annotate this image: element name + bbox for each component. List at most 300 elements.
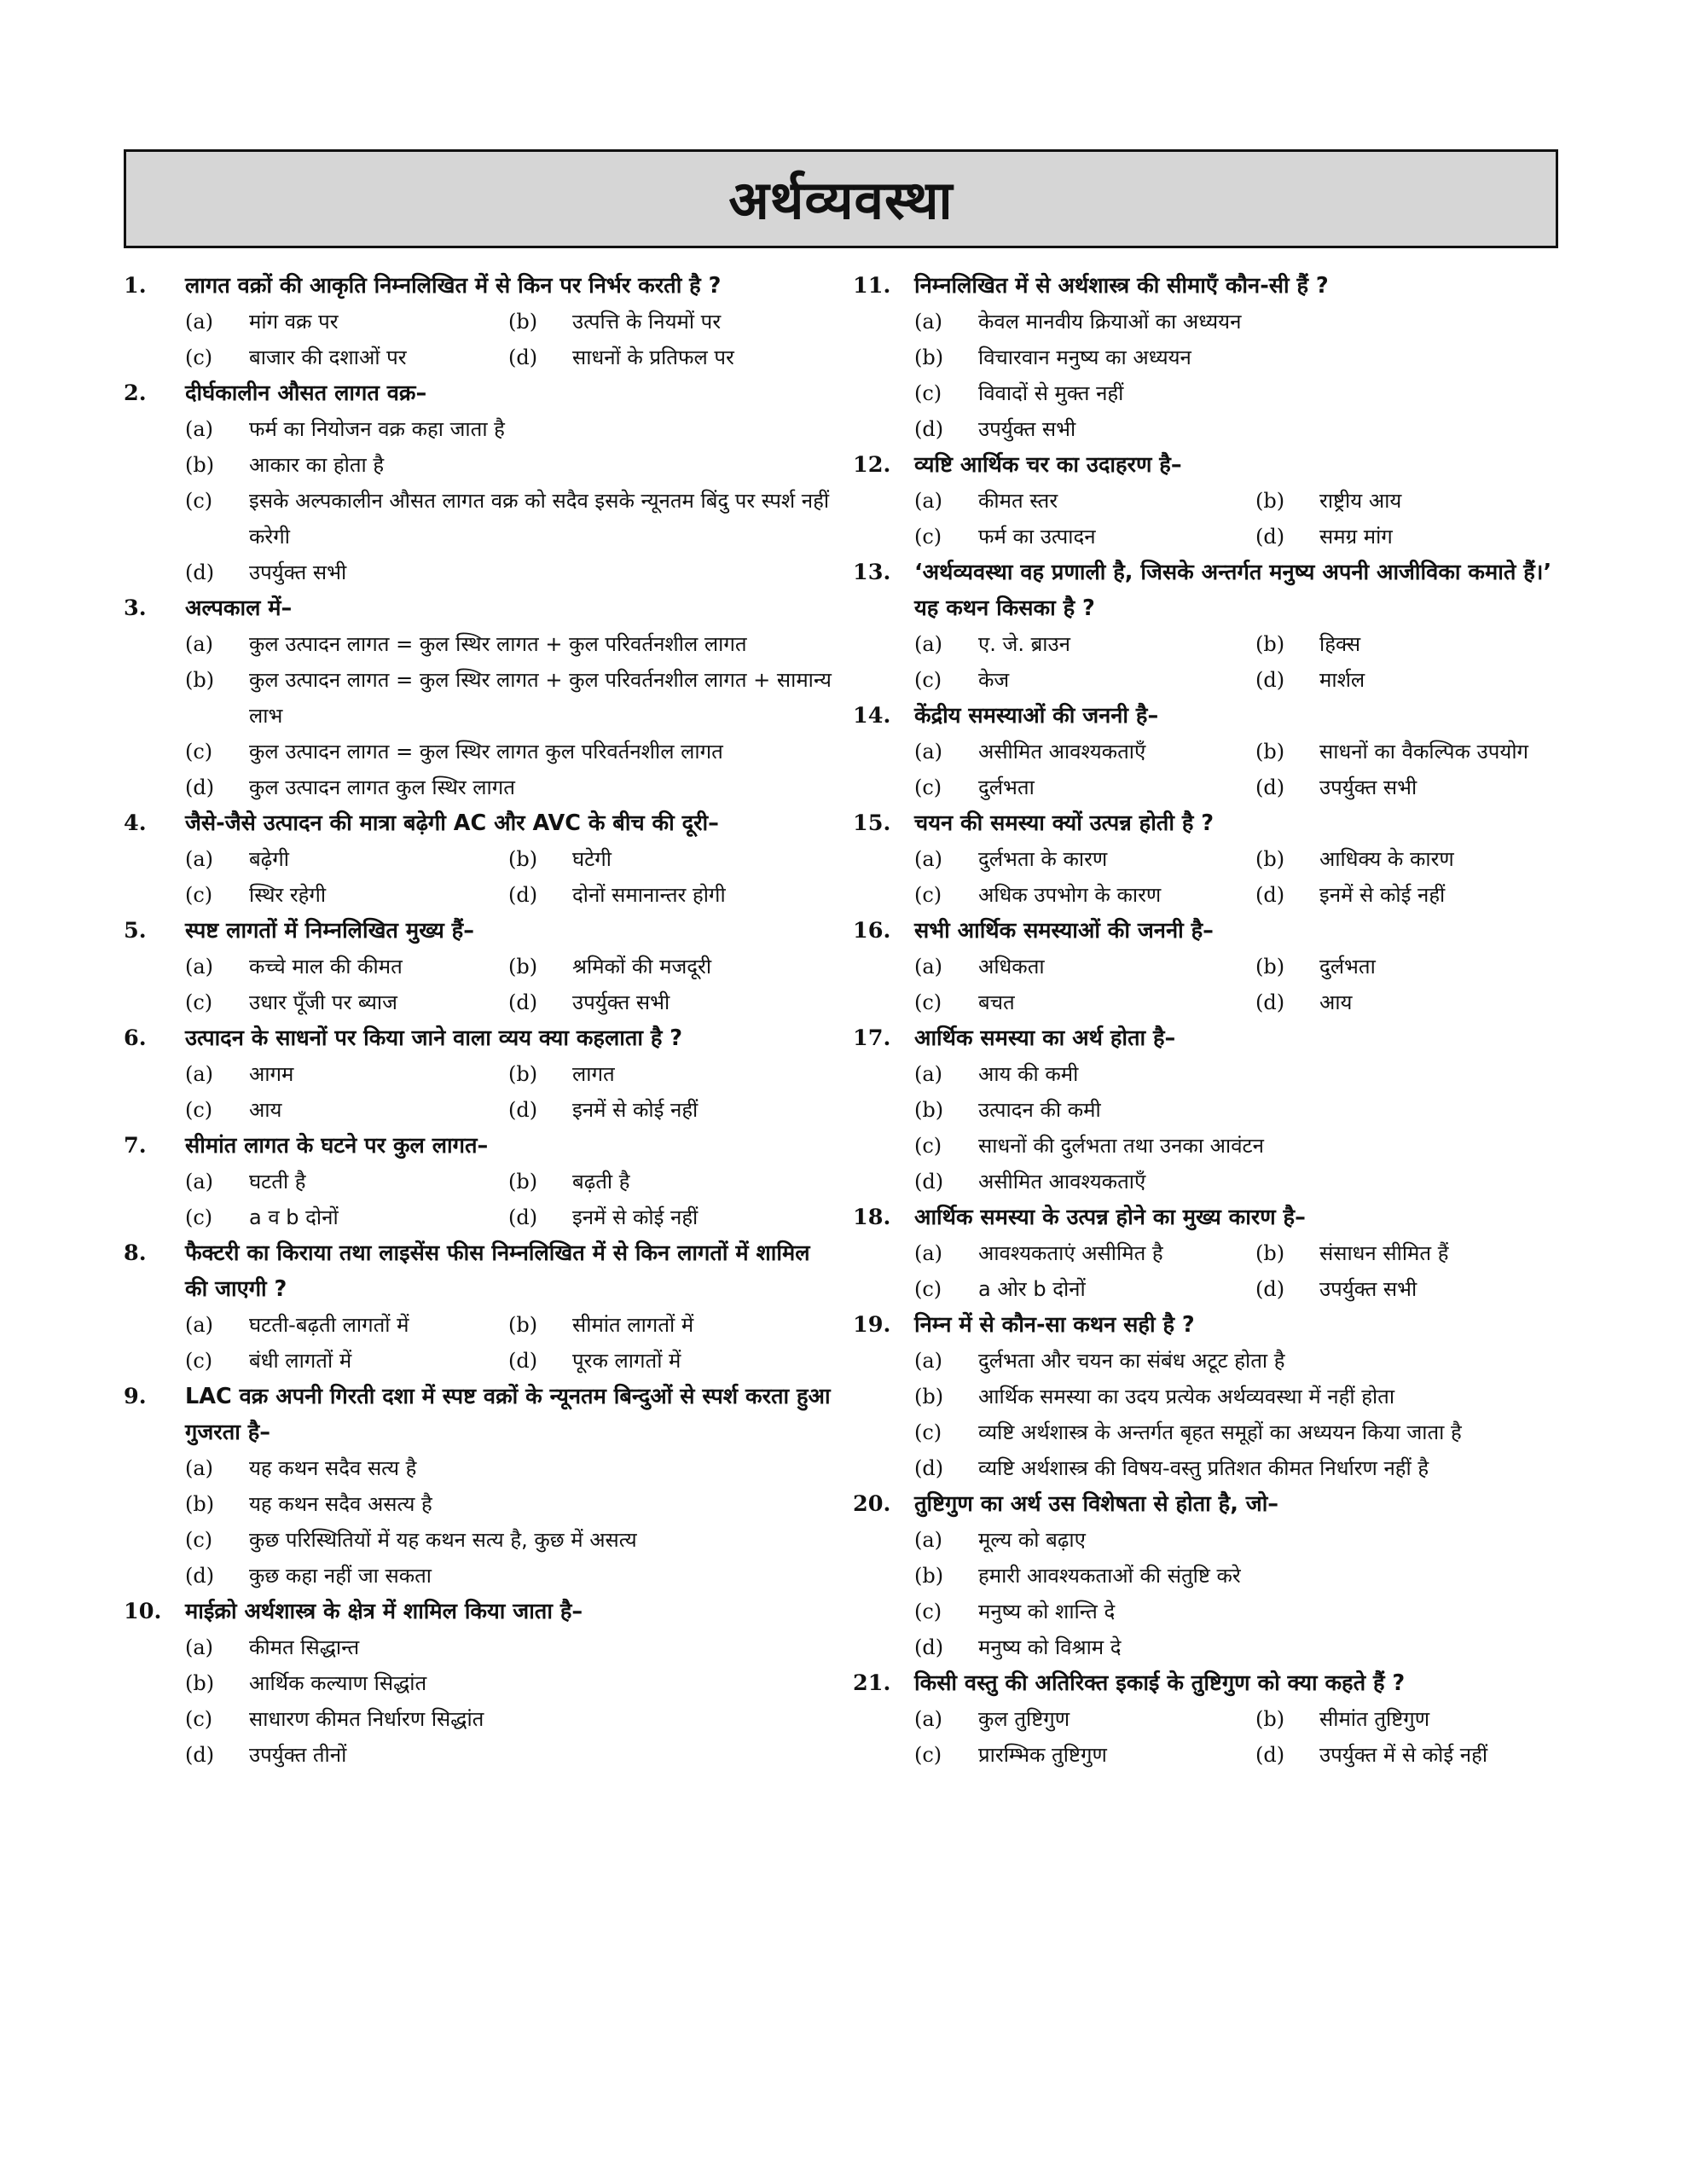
option-letter: (d)	[508, 346, 538, 369]
option-item	[185, 447, 832, 483]
option-item	[914, 483, 1255, 519]
options-list	[185, 304, 832, 375]
option-item	[1255, 770, 1561, 805]
option-text: साधनों का वैकल्पिक उपयोग	[1319, 740, 1529, 764]
option-text: घटती है	[249, 1170, 306, 1194]
option-item	[185, 626, 832, 662]
options-list	[914, 949, 1561, 1020]
option-text: श्रमिकों की मजदूरी	[572, 955, 712, 979]
option-text: कुल उत्पादन लागत = कुल स्थिर लागत कुल परिवर्तनशील लागत	[249, 740, 723, 764]
option-item	[914, 1056, 1561, 1092]
option-item	[914, 626, 1255, 662]
question-text: जैसे-जैसे उत्पादन की मात्रा बढ़ेगी AC और AVC के बीच की दूरी–	[185, 810, 719, 836]
option-item	[914, 519, 1255, 555]
option-letter: (a)	[914, 1528, 943, 1552]
option-letter: (b)	[1255, 632, 1285, 656]
option-letter: (c)	[185, 883, 213, 907]
option-item	[508, 1092, 832, 1128]
question-header	[124, 375, 832, 411]
option-item	[185, 1701, 832, 1737]
question-header	[124, 590, 832, 626]
option-item	[508, 1343, 832, 1379]
question-text: सीमांत लागत के घटने पर कुल लागत–	[185, 1133, 489, 1159]
question-text: सभी आर्थिक समस्याओं की जननी है–	[914, 918, 1214, 944]
option-item	[1255, 841, 1561, 877]
option-letter: (c)	[914, 668, 942, 692]
question-header	[124, 1594, 832, 1629]
option-item	[185, 1199, 508, 1235]
question-number: 9.	[124, 1384, 147, 1409]
question-header	[853, 447, 1561, 483]
option-item	[508, 841, 832, 877]
option-text: कीमत सिद्धान्त	[249, 1635, 360, 1659]
option-item	[914, 1594, 1561, 1629]
option-item	[185, 1629, 832, 1665]
question-header	[853, 913, 1561, 949]
options-list	[185, 1164, 832, 1235]
option-item	[185, 662, 832, 734]
option-item	[914, 662, 1255, 698]
option-text: दुर्लभता और चयन का संबंध अटूट होता है	[978, 1349, 1285, 1373]
option-letter: (c)	[914, 1600, 942, 1623]
options-list	[914, 734, 1561, 805]
option-item	[185, 411, 832, 447]
option-text: अधिक उपभोग के कारण	[978, 883, 1162, 907]
page-title-box	[124, 149, 1558, 248]
option-item	[185, 1558, 832, 1594]
option-item	[914, 949, 1255, 985]
question-text: निम्नलिखित में से अर्थशास्त्र की सीमाएँ कौन-सी हैं ?	[914, 273, 1329, 299]
option-letter: (a)	[914, 847, 943, 871]
option-letter: (c)	[914, 1134, 942, 1158]
question-text: आर्थिक समस्या का अर्थ होता है–	[914, 1025, 1176, 1051]
option-text: उपर्युक्त सभी	[1319, 1277, 1417, 1301]
question-header	[853, 555, 1561, 626]
question-header	[124, 1235, 832, 1307]
option-text: स्थिर रहेगी	[249, 883, 327, 907]
option-text: केवल मानवीय क्रियाओं का अध्ययन	[978, 310, 1242, 334]
option-letter: (d)	[508, 1205, 538, 1229]
option-item	[914, 770, 1255, 805]
option-item	[1255, 662, 1561, 698]
option-letter: (b)	[508, 955, 538, 979]
option-letter: (a)	[914, 489, 943, 513]
question-item	[853, 1199, 1561, 1307]
option-text: बढ़ेगी	[249, 847, 289, 871]
option-item	[914, 1379, 1561, 1414]
option-text: घटेगी	[572, 847, 612, 871]
question-item	[124, 913, 832, 1020]
option-text: अधिकता	[978, 955, 1045, 979]
option-text: a ओर b दोनों	[978, 1277, 1086, 1301]
option-text: कुल उत्पादन लागत कुल स्थिर लागत	[249, 775, 515, 799]
question-text: लागत वक्रों की आकृति निम्नलिखित में से किन पर निर्भर करती है ?	[185, 273, 722, 299]
question-item	[853, 447, 1561, 555]
option-letter: (d)	[185, 775, 215, 799]
question-text: LAC वक्र अपनी गिरती दशा में स्पष्ट वक्रों के न्यूनतम बिन्दुओं से स्पर्श करता हुआ गुजरता है–	[185, 1384, 831, 1445]
options-list	[914, 1522, 1561, 1665]
option-text: मार्शल	[1319, 668, 1365, 692]
question-item	[124, 1379, 832, 1594]
option-letter: (d)	[508, 883, 538, 907]
question-text: दीर्घकालीन औसत लागत वक्र–	[185, 380, 427, 406]
option-letter: (a)	[185, 1313, 214, 1337]
question-number: 2.	[124, 380, 147, 406]
option-item	[914, 340, 1561, 375]
question-number: 11.	[853, 273, 891, 299]
question-number: 18.	[853, 1205, 891, 1230]
option-item	[914, 1092, 1561, 1128]
option-text: कुछ कहा नहीं जा सकता	[249, 1564, 432, 1588]
question-text: व्यष्टि आर्थिक चर का उदाहरण है–	[914, 452, 1182, 478]
option-letter: (c)	[914, 990, 942, 1014]
option-letter: (b)	[508, 1313, 538, 1337]
option-text: यह कथन सदैव असत्य है	[249, 1492, 432, 1516]
option-text: इनमें से कोई नहीं	[1319, 883, 1446, 907]
question-number: 14.	[853, 703, 891, 729]
option-letter: (d)	[1255, 1743, 1285, 1767]
option-letter: (b)	[508, 1170, 538, 1194]
option-letter: (b)	[1255, 489, 1285, 513]
option-letter: (a)	[185, 1170, 214, 1194]
option-letter: (b)	[1255, 1241, 1285, 1265]
question-item	[853, 913, 1561, 1020]
option-text: असीमित आवश्यकताएँ	[978, 1170, 1146, 1194]
option-item	[185, 1522, 832, 1558]
option-item	[185, 1665, 832, 1701]
question-number: 3.	[124, 595, 147, 621]
option-item	[508, 1307, 832, 1343]
option-text: आय	[249, 1098, 282, 1122]
question-item	[853, 698, 1561, 805]
option-text: मूल्य को बढ़ाए	[978, 1528, 1086, 1552]
option-letter: (b)	[508, 310, 538, 334]
question-item	[853, 1486, 1561, 1665]
option-letter: (d)	[185, 1564, 215, 1588]
question-header	[124, 805, 832, 841]
question-text: चयन की समस्या क्यों उत्पन्न होती है ?	[914, 810, 1215, 836]
options-list	[185, 841, 832, 913]
option-letter: (b)	[185, 1671, 215, 1695]
option-letter: (c)	[914, 775, 942, 799]
option-letter: (c)	[914, 883, 942, 907]
option-text: दुर्लभता	[1319, 955, 1376, 979]
question-header	[853, 1665, 1561, 1701]
option-text: व्यष्टि अर्थशास्त्र के अन्तर्गत बृहत समूहों का अध्ययन किया जाता है	[978, 1420, 1462, 1444]
page-title: अर्थव्यवस्था	[728, 169, 954, 231]
option-item	[914, 1629, 1561, 1665]
option-letter: (b)	[185, 668, 215, 692]
option-item	[1255, 1701, 1561, 1737]
option-text: उत्पत्ति के नियमों पर	[572, 310, 722, 334]
option-text: समग्र मांग	[1319, 525, 1393, 549]
option-text: विचारवान मनुष्य का अध्ययन	[978, 346, 1191, 369]
options-list	[914, 483, 1561, 555]
option-item	[185, 555, 832, 590]
option-text: कुल तुष्टिगुण	[978, 1707, 1070, 1731]
option-letter: (c)	[914, 381, 942, 405]
option-letter: (c)	[185, 346, 213, 369]
option-letter: (d)	[914, 1170, 944, 1194]
option-item	[914, 1128, 1561, 1164]
option-item	[1255, 1235, 1561, 1271]
option-text: कुछ परिस्थितियों में यह कथन सत्य है, कुछ में असत्य	[249, 1528, 637, 1552]
option-item	[914, 841, 1255, 877]
question-item	[853, 268, 1561, 447]
option-text: कच्चे माल की कीमत	[249, 955, 403, 979]
option-letter: (c)	[185, 1707, 213, 1731]
option-item	[185, 1307, 508, 1343]
question-header	[853, 1020, 1561, 1056]
option-item	[185, 1343, 508, 1379]
option-text: कुल उत्पादन लागत = कुल स्थिर लागत + कुल परिवर्तनशील लागत	[249, 632, 747, 656]
option-item	[185, 483, 832, 555]
question-header	[853, 805, 1561, 841]
option-letter: (d)	[185, 1743, 215, 1767]
option-text: a व b दोनों	[249, 1205, 339, 1229]
question-item	[853, 1665, 1561, 1773]
option-letter: (d)	[508, 1098, 538, 1122]
option-letter: (a)	[914, 740, 943, 764]
question-number: 21.	[853, 1670, 891, 1696]
option-text: उपर्युक्त तीनों	[249, 1743, 347, 1767]
question-header	[124, 268, 832, 304]
option-text: उत्पादन की कमी	[978, 1098, 1101, 1122]
option-letter: (a)	[185, 417, 214, 441]
question-item	[853, 1307, 1561, 1486]
option-text: केज	[978, 668, 1010, 692]
option-item	[914, 877, 1255, 913]
option-text: बढ़ती है	[572, 1170, 630, 1194]
question-header	[124, 1128, 832, 1164]
option-item	[1255, 949, 1561, 985]
option-letter: (d)	[508, 990, 538, 1014]
option-text: बंधी लागतों में	[249, 1349, 352, 1373]
option-item	[914, 375, 1561, 411]
option-item	[1255, 1737, 1561, 1773]
option-text: उधार पूँजी पर ब्याज	[249, 990, 397, 1014]
option-text: हिक्स	[1319, 632, 1361, 656]
option-letter: (d)	[1255, 883, 1285, 907]
option-text: पूरक लागतों में	[572, 1349, 681, 1373]
option-item	[185, 734, 832, 770]
option-letter: (a)	[914, 632, 943, 656]
option-item	[914, 304, 1561, 340]
options-list	[914, 304, 1561, 447]
question-item	[853, 1020, 1561, 1199]
option-text: फर्म का नियोजन वक्र कहा जाता है	[249, 417, 505, 441]
question-item	[124, 268, 832, 375]
option-item	[914, 1701, 1255, 1737]
option-text: विवादों से मुक्त नहीं	[978, 381, 1124, 405]
option-item	[914, 1450, 1561, 1486]
question-item	[124, 1128, 832, 1235]
option-letter: (c)	[185, 990, 213, 1014]
option-text: बाजार की दशाओं पर	[249, 346, 407, 369]
option-letter: (c)	[185, 1349, 213, 1373]
question-number: 12.	[853, 452, 891, 478]
option-text: ए. जे. ब्राउन	[978, 632, 1070, 656]
option-letter: (b)	[185, 453, 215, 477]
option-letter: (a)	[914, 1062, 943, 1086]
option-letter: (a)	[185, 955, 214, 979]
option-letter: (c)	[185, 1098, 213, 1122]
option-item	[185, 841, 508, 877]
option-letter: (a)	[914, 1707, 943, 1731]
option-text: दुर्लभता के कारण	[978, 847, 1108, 871]
option-item	[914, 734, 1255, 770]
option-text: संसाधन सीमित हैं	[1319, 1241, 1449, 1265]
option-text: फर्म का उत्पादन	[978, 525, 1096, 549]
option-letter: (b)	[914, 1564, 944, 1588]
question-item	[853, 805, 1561, 913]
options-list	[914, 1701, 1561, 1773]
question-item	[124, 805, 832, 913]
option-item	[185, 1450, 832, 1486]
option-item	[914, 1414, 1561, 1450]
question-text: किसी वस्तु की अतिरिक्त इकाई के तुष्टिगुण को क्या कहते हैं ?	[914, 1670, 1406, 1696]
option-item	[185, 877, 508, 913]
option-item	[508, 340, 832, 375]
question-header	[853, 1486, 1561, 1522]
option-letter: (a)	[185, 847, 214, 871]
option-text: साधारण कीमत निर्धारण सिद्धांत	[249, 1707, 484, 1731]
question-number: 10.	[124, 1599, 162, 1624]
option-letter: (b)	[914, 346, 944, 369]
question-header	[124, 1020, 832, 1056]
question-number: 20.	[853, 1491, 891, 1517]
options-list	[185, 626, 832, 805]
option-letter: (a)	[185, 1456, 214, 1480]
option-item	[508, 985, 832, 1020]
option-text: बचत	[978, 990, 1015, 1014]
option-text: उपर्युक्त में से कोई नहीं	[1319, 1743, 1488, 1767]
option-letter: (a)	[914, 955, 943, 979]
option-item	[1255, 626, 1561, 662]
option-letter: (d)	[1255, 668, 1285, 692]
option-item	[1255, 985, 1561, 1020]
question-number: 17.	[853, 1025, 891, 1051]
question-number: 7.	[124, 1133, 147, 1159]
option-text: आधिक्य के कारण	[1319, 847, 1454, 871]
option-letter: (b)	[508, 847, 538, 871]
option-letter: (d)	[1255, 1277, 1285, 1301]
question-header	[853, 1307, 1561, 1343]
option-text: आय की कमी	[978, 1062, 1079, 1086]
option-text: दोनों समानान्तर होगी	[572, 883, 726, 907]
option-item	[914, 411, 1561, 447]
options-list	[185, 949, 832, 1020]
option-item	[185, 1486, 832, 1522]
option-letter: (b)	[914, 1385, 944, 1409]
option-text: साधनों की दुर्लभता तथा उनका आवंटन	[978, 1134, 1264, 1158]
option-text: आर्थिक कल्याण सिद्धांत	[249, 1671, 427, 1695]
question-text: ‘अर्थव्यवस्था वह प्रणाली है, जिसके अन्तर्गत मनुष्य अपनी आजीविका कमाते हैं।’ यह कथन किसका है ?	[914, 560, 1552, 621]
option-letter: (a)	[185, 310, 214, 334]
option-text: उपर्युक्त सभी	[1319, 775, 1417, 799]
option-item	[914, 1235, 1255, 1271]
option-text: कुल उत्पादन लागत = कुल स्थिर लागत + कुल परिवर्तनशील लागत + सामान्य लाभ	[249, 668, 832, 728]
option-letter: (d)	[1255, 990, 1285, 1014]
question-text: आर्थिक समस्या के उत्पन्न होने का मुख्य कारण है–	[914, 1205, 1306, 1230]
question-number: 4.	[124, 810, 147, 836]
option-letter: (a)	[914, 1349, 943, 1373]
options-list	[914, 1343, 1561, 1486]
option-letter: (c)	[914, 525, 942, 549]
option-item	[185, 304, 508, 340]
option-letter: (c)	[914, 1743, 942, 1767]
question-text: स्पष्ट लागतों में निम्नलिखित मुख्य हैं–	[185, 918, 474, 944]
option-item	[914, 1522, 1561, 1558]
right-column	[853, 268, 1561, 1773]
option-text: राष्ट्रीय आय	[1319, 489, 1402, 513]
question-header	[124, 1379, 832, 1450]
option-text: घटती-बढ़ती लागतों में	[249, 1313, 409, 1337]
left-column	[124, 268, 832, 1773]
option-letter: (a)	[914, 310, 943, 334]
option-text: इसके अल्पकालीन औसत लागत वक्र को सदैव इसके न्यूनतम बिंदु पर स्पर्श नहीं करेगी	[249, 489, 830, 549]
option-item	[914, 1737, 1255, 1773]
option-text: मांग वक्र पर	[249, 310, 339, 334]
options-list	[185, 1056, 832, 1128]
question-text: केंद्रीय समस्याओं की जननी है–	[914, 703, 1159, 729]
option-text: व्यष्टि अर्थशास्त्र की विषय-वस्तु प्रतिशत कीमत निर्धारण नहीं है	[978, 1456, 1429, 1480]
option-text: आर्थिक समस्या का उदय प्रत्येक अर्थव्यवस्था में नहीं होता	[978, 1385, 1395, 1409]
option-item	[1255, 877, 1561, 913]
option-item	[185, 1056, 508, 1092]
question-header	[853, 698, 1561, 734]
question-item	[124, 1235, 832, 1379]
option-item	[185, 949, 508, 985]
option-text: दुर्लभता	[978, 775, 1035, 799]
option-item	[1255, 1271, 1561, 1307]
question-number: 16.	[853, 918, 891, 944]
option-text: आगम	[249, 1062, 294, 1086]
options-list	[914, 1056, 1561, 1199]
option-text: उपर्युक्त सभी	[249, 561, 347, 584]
question-item	[124, 590, 832, 805]
question-header	[853, 268, 1561, 304]
question-text: निम्न में से कौन-सा कथन सही है ?	[914, 1312, 1195, 1338]
option-letter: (a)	[185, 1635, 214, 1659]
option-item	[185, 1164, 508, 1199]
question-text: फैक्टरी का किराया तथा लाइसेंस फीस निम्नलिखित में से किन लागतों में शामिल की जाएगी ?	[185, 1240, 810, 1302]
option-letter: (d)	[508, 1349, 538, 1373]
option-item	[185, 1092, 508, 1128]
option-letter: (d)	[914, 417, 944, 441]
options-list	[185, 1307, 832, 1379]
option-letter: (d)	[914, 1635, 944, 1659]
question-text: माईक्रो अर्थशास्त्र के क्षेत्र में शामिल किया जाता है–	[185, 1599, 583, 1624]
question-item	[124, 375, 832, 590]
question-header	[853, 1199, 1561, 1235]
option-text: असीमित आवश्यकताएँ	[978, 740, 1146, 764]
option-item	[185, 770, 832, 805]
option-letter: (c)	[185, 740, 213, 764]
option-letter: (b)	[185, 1492, 215, 1516]
option-item	[185, 1737, 832, 1773]
option-item	[508, 304, 832, 340]
option-text: सीमांत तुष्टिगुण	[1319, 1707, 1430, 1731]
option-item	[914, 1343, 1561, 1379]
option-text: प्रारम्भिक तुष्टिगुण	[978, 1743, 1107, 1767]
question-number: 6.	[124, 1025, 147, 1051]
option-letter: (a)	[185, 632, 214, 656]
option-letter: (c)	[185, 1205, 213, 1229]
option-item	[914, 985, 1255, 1020]
option-letter: (b)	[1255, 740, 1285, 764]
option-item	[508, 1199, 832, 1235]
